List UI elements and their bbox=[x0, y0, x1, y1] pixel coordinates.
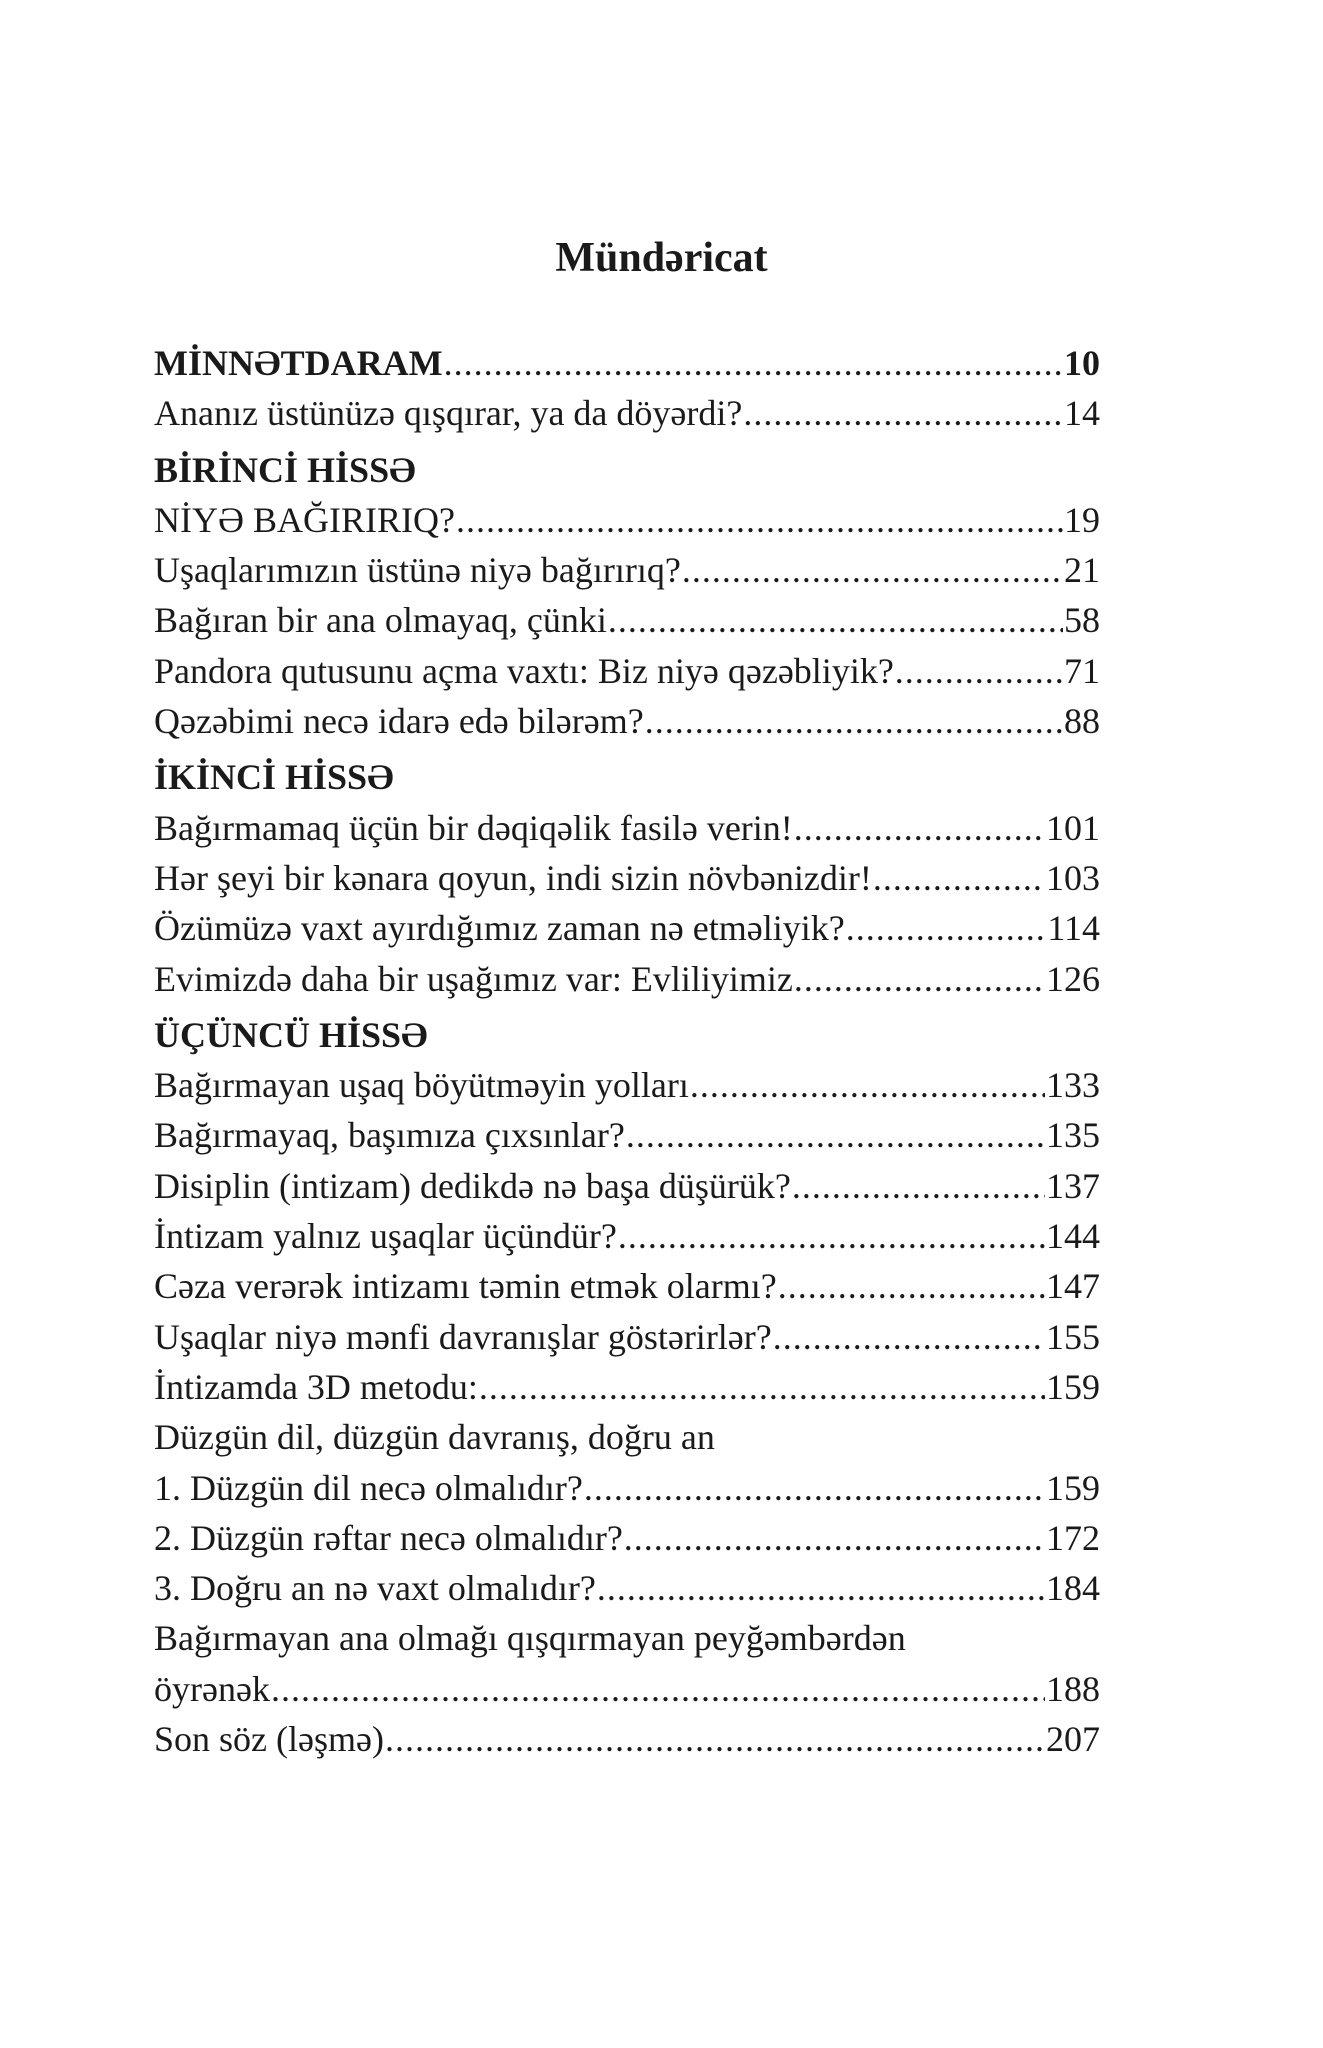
dot-leader bbox=[597, 1563, 1045, 1613]
toc-entry-title: ÜÇÜNCÜ HİSSƏ bbox=[154, 1014, 428, 1055]
dot-leader bbox=[873, 853, 1045, 903]
toc-entry bbox=[154, 1613, 1100, 1663]
toc-page-number: 10 bbox=[1064, 343, 1100, 383]
dot-leader bbox=[645, 696, 1063, 746]
dot-leader bbox=[385, 1714, 1045, 1764]
toc-entry bbox=[154, 954, 1100, 1004]
toc-entry-title: 3. Doğru an nə vaxt olmalıdır? bbox=[154, 1568, 596, 1609]
dot-leader bbox=[608, 595, 1063, 645]
toc-entry-title: öyrənək bbox=[154, 1668, 270, 1709]
toc-page-number: 88 bbox=[1064, 701, 1100, 742]
toc-page-number: 58 bbox=[1064, 600, 1100, 641]
toc-entry bbox=[154, 338, 1100, 388]
toc-page-number: 103 bbox=[1046, 857, 1100, 898]
toc-entry bbox=[154, 1110, 1100, 1160]
toc-entry bbox=[154, 1714, 1100, 1764]
toc-page-number: 188 bbox=[1046, 1668, 1100, 1709]
dot-leader bbox=[792, 1161, 1045, 1211]
toc-section-heading bbox=[154, 1010, 1100, 1060]
toc-page-number: 14 bbox=[1064, 393, 1100, 434]
toc-entry-title: Ananız üstünüzə qışqırar, ya da döyərdi? bbox=[154, 393, 743, 434]
toc-page-number: 135 bbox=[1046, 1115, 1100, 1156]
table-of-contents bbox=[154, 338, 1100, 1764]
toc-entry-title: Bağıran bir ana olmayaq, çünki bbox=[154, 600, 607, 641]
toc-page-number: 172 bbox=[1046, 1517, 1100, 1558]
toc-page-number: 133 bbox=[1046, 1065, 1100, 1106]
toc-entry-title: Düzgün dil, düzgün davranış, doğru an bbox=[154, 1417, 715, 1458]
dot-leader bbox=[682, 545, 1063, 595]
toc-entry-title: Bağırmayan uşaq böyütməyin yolları bbox=[154, 1065, 689, 1106]
toc-entry-title: Cəza verərək intizamı təmin etmək olarmı? bbox=[154, 1266, 777, 1307]
toc-entry-title: NİYƏ BAĞIRIRIQ? bbox=[154, 499, 455, 540]
toc-entry-title: 1. Düzgün dil necə olmalıdır? bbox=[154, 1467, 583, 1508]
toc-entry bbox=[154, 595, 1100, 645]
toc-page-number: 207 bbox=[1046, 1719, 1100, 1760]
toc-entry bbox=[154, 1161, 1100, 1211]
toc-entry bbox=[154, 1362, 1100, 1412]
toc-entry-title: Bağırmayaq, başımıza çıxsınlar? bbox=[154, 1115, 625, 1156]
dot-leader bbox=[618, 1211, 1045, 1261]
toc-entry bbox=[154, 903, 1100, 953]
toc-entry-title: Pandora qutusunu açma vaxtı: Biz niyə qəzəbliyik? bbox=[154, 650, 894, 691]
toc-entry-title: 2. Düzgün rəftar necə olmalıdır? bbox=[154, 1517, 623, 1558]
toc-entry-title: İKİNCİ HİSSƏ bbox=[154, 757, 394, 798]
toc-entry bbox=[154, 1513, 1100, 1563]
toc-page-number: 71 bbox=[1064, 650, 1100, 691]
toc-entry-title: Uşaqlar niyə mənfi davranışlar göstərirlər? bbox=[154, 1316, 772, 1357]
toc-page-number: 147 bbox=[1046, 1266, 1100, 1307]
dot-leader bbox=[624, 1513, 1045, 1563]
dot-leader bbox=[271, 1664, 1045, 1714]
toc-entry-title: Bağırmayan ana olmağı qışqırmayan peyğəmbərdən bbox=[154, 1618, 906, 1659]
toc-entry-title: Evimizdə daha bir uşağımız var: Evliliyimiz bbox=[154, 958, 793, 999]
toc-entry-title: İntizam yalnız uşaqlar üçündür? bbox=[154, 1216, 617, 1257]
toc-entry-title: Özümüzə vaxt ayırdığımız zaman nə etməliyik? bbox=[154, 908, 845, 949]
toc-page-number: 159 bbox=[1046, 1467, 1100, 1508]
toc-page-number: 114 bbox=[1047, 908, 1100, 949]
dot-leader bbox=[778, 1261, 1045, 1311]
toc-page-number: 159 bbox=[1046, 1366, 1100, 1407]
toc-page-number: 155 bbox=[1046, 1316, 1100, 1357]
dot-leader bbox=[456, 495, 1063, 545]
toc-page-number: 19 bbox=[1064, 499, 1100, 540]
toc-entry-title: Bağırmamaq üçün bir dəqiqəlik fasilə verin! bbox=[154, 807, 793, 848]
toc-entry bbox=[154, 1211, 1100, 1261]
toc-entry-title: Hər şeyi bir kənara qoyun, indi sizin növbənizdir! bbox=[154, 857, 872, 898]
toc-page-number: 144 bbox=[1046, 1216, 1100, 1257]
toc-entry bbox=[154, 646, 1100, 696]
dot-leader bbox=[794, 803, 1045, 853]
toc-entry-title: Son söz (ləşmə) bbox=[154, 1719, 384, 1760]
toc-entry bbox=[154, 388, 1100, 438]
toc-entry bbox=[154, 1563, 1100, 1613]
toc-entry bbox=[154, 1312, 1100, 1362]
toc-entry-title: BİRİNCİ HİSSƏ bbox=[154, 449, 416, 490]
toc-page-number: 137 bbox=[1046, 1165, 1100, 1206]
dot-leader bbox=[584, 1463, 1045, 1513]
toc-page-number: 126 bbox=[1046, 958, 1100, 999]
toc-entry bbox=[154, 696, 1100, 746]
toc-page-number: 21 bbox=[1064, 550, 1100, 591]
toc-entry bbox=[154, 1463, 1100, 1513]
toc-page-number: 101 bbox=[1046, 807, 1100, 848]
dot-leader bbox=[444, 338, 1063, 388]
toc-entry bbox=[154, 803, 1100, 853]
toc-entry bbox=[154, 1412, 1100, 1462]
dot-leader bbox=[743, 388, 1063, 438]
toc-entry bbox=[154, 1664, 1100, 1714]
dot-leader bbox=[895, 646, 1063, 696]
toc-entry-title: Disiplin (intizam) dedikdə nə başa düşürük? bbox=[154, 1165, 791, 1206]
toc-entry-title: Uşaqlarımızın üstünə niyə bağırırıq? bbox=[154, 550, 681, 591]
toc-entry bbox=[154, 545, 1100, 595]
toc-entry-title: Qəzəbimi necə idarə edə bilərəm? bbox=[154, 701, 644, 742]
dot-leader bbox=[846, 903, 1047, 953]
dot-leader bbox=[626, 1110, 1045, 1160]
toc-entry bbox=[154, 1060, 1100, 1110]
dot-leader bbox=[794, 954, 1045, 1004]
toc-entry-title: MİNNƏTDARAM bbox=[154, 343, 443, 383]
dot-leader bbox=[479, 1362, 1045, 1412]
toc-section-heading bbox=[154, 445, 1100, 495]
toc-entry-title: İntizamda 3D metodu: bbox=[154, 1366, 478, 1407]
page-title: Mündəricat bbox=[555, 235, 768, 281]
toc-entry bbox=[154, 853, 1100, 903]
toc-section-heading bbox=[154, 752, 1100, 802]
dot-leader bbox=[773, 1312, 1045, 1362]
dot-leader bbox=[690, 1060, 1045, 1110]
toc-entry bbox=[154, 495, 1100, 545]
toc-page-number: 184 bbox=[1046, 1568, 1100, 1609]
toc-entry bbox=[154, 1261, 1100, 1311]
